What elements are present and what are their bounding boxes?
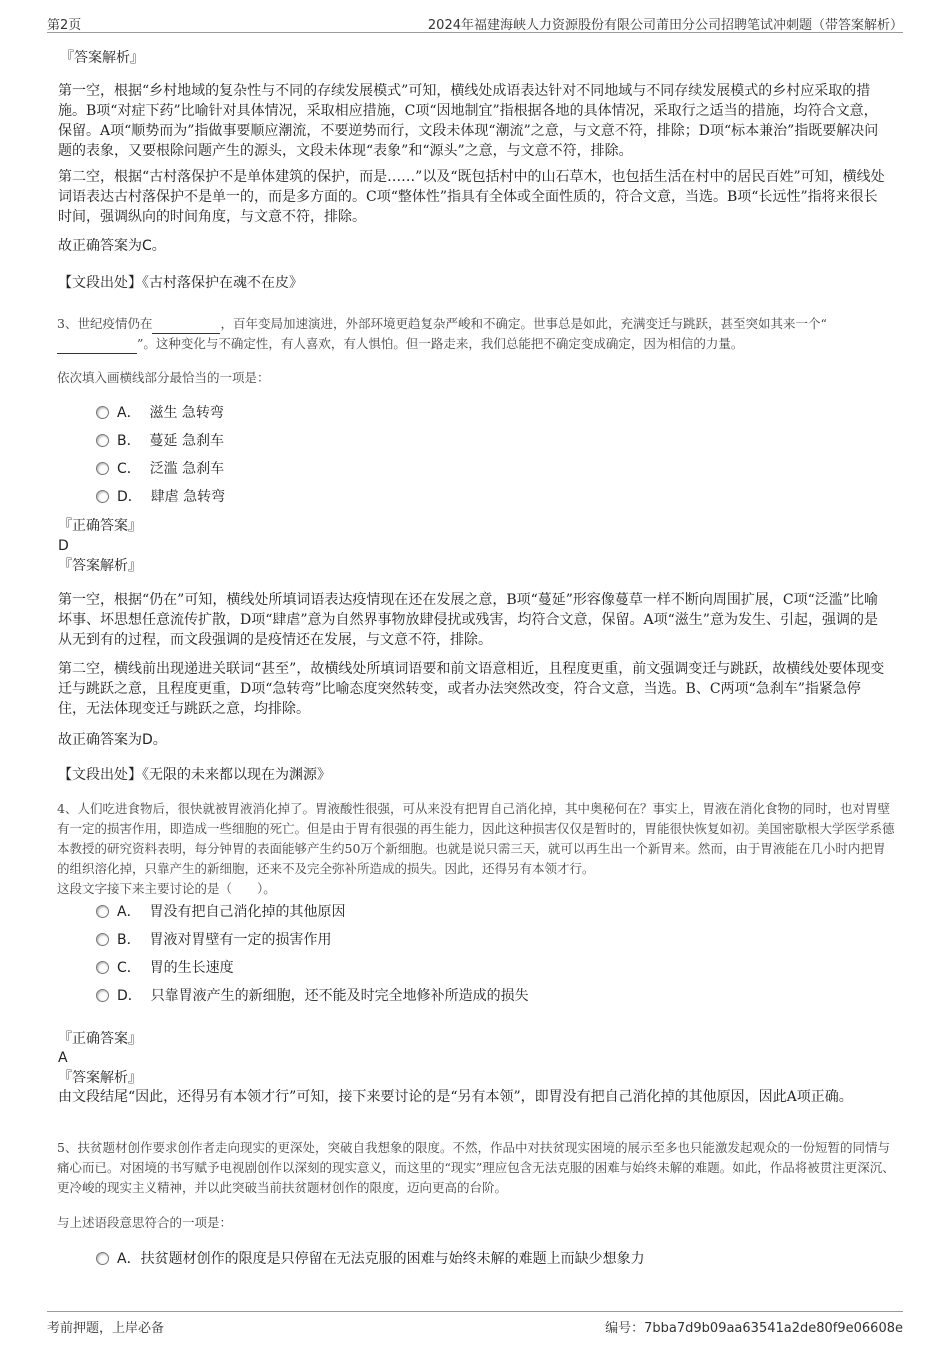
question-stem: 4、人们吃进食物后，很快就被胃液消化掉了。胃液酸性很强，可从来没有把胃自己消化掉，其中奥秘何在？事实上，胃液在消化食物的同时，也对胃壁有一定的损害作用，即造成一些细胞的死亡。但是由于胃有很强的再生能力，因此这种损害仅仅是暂时的，胃能很快恢复如初。美国密歇根大学医学系德本教授的研究资料表明，每分钟胃的表面能够产生约50万个新细胞。也就是说只需三天，就可以再生出一个新胃来。然而，由于胃液能在几小时内把胃的组织溶化掉，只靠产生的新细胞，还来不及完全弥补所造成的损失。因此，还得另有本领才行。 — [57, 801, 895, 876]
analysis-paragraph: 第一空，根据“仍在”可知，横线处所填词语表达疫情现在还在发展之意，B项“蔓延”形容像蔓草一样不断向周围扩展，C项“泛滥”比喻坏事、坏思想任意流传扩散，D项“肆虐”意为自然界事物放肆侵扰或残害，均符合文意，保留。A项“滋生”意为发生、引起，强调的是从无到有的过程，而文段强调的是疫情还在发展，与文意不符，排除。 — [58, 592, 878, 648]
option-a[interactable]: A． 胃没有把自己消化掉的其他原因 — [96, 902, 345, 922]
radio-icon[interactable] — [96, 933, 109, 946]
analysis-paragraph: 由文段结尾“因此，还得另有本领才行”可知，接下来要讨论的是“另有本领”，即胃没有把自己消化掉的其他原因，因此A项正确。 — [58, 1089, 853, 1105]
radio-icon[interactable] — [96, 905, 109, 918]
radio-icon[interactable] — [96, 434, 109, 447]
document-id: 编号：7bba7d9b09aa63541a2de80f9e06608e — [605, 1321, 903, 1336]
analysis-paragraph: 第二空，横线前出现递进关联词“甚至”，故横线处所填词语要和前文语意相近，且程度更重，前文强调变迁与跳跃，故横线处要体现变迁与跳跃之意，且程度更重，D项“急转弯”比喻态度突然转变，或者办法突然改变，符合文意，当选。B、C两项“急刹车”指紧急停住，无法体现变迁与跳跃之意，均排除。 — [58, 661, 885, 717]
answer-value: A — [58, 1050, 68, 1066]
radio-icon[interactable] — [96, 490, 109, 503]
radio-icon[interactable] — [96, 961, 109, 974]
conclusion: 故正确答案为C。 — [58, 238, 166, 254]
radio-icon[interactable] — [96, 989, 109, 1002]
page-number: 第2页 — [47, 18, 82, 33]
option-d[interactable]: D． 肆虐 急转弯 — [96, 487, 225, 507]
answer-label: 『正确答案』 — [58, 518, 142, 534]
analysis-label: 『答案解析』 — [58, 558, 142, 574]
analysis-label: 『答案解析』 — [60, 50, 144, 66]
question-prompt: 这段文字接下来主要讨论的是（ ）。 — [57, 881, 276, 896]
radio-icon[interactable] — [96, 462, 109, 475]
option-a[interactable]: A． 滋生 急转弯 — [96, 403, 224, 423]
stem-part: ，百年变局加速演进，外部环境更趋复杂严峻和不确定。世事总是如此，充满变迁与跳跃，甚至突如其来一个“ — [220, 316, 827, 331]
blank-1 — [152, 319, 220, 334]
question-stem — [57, 314, 892, 354]
stem-part: ”。这种变化与不确定性，有人喜欢，有人惧怕。但一路走来，我们总能把不确定变成确定，因为相信的力量。 — [137, 336, 744, 351]
question-prompt: 依次填入画横线部分最恰当的一项是： — [57, 370, 270, 385]
analysis-paragraph: 第一空，根据“乡村地域的复杂性与不同的存续发展模式”可知，横线处成语表达针对不同地域与不同存续发展模式的乡村应采取的措施。B项“对症下药”比喻针对具体情况，采取相应措施，C项“因地制宜”指根据各地的具体情况，采取行之适当的措施，均符合文意，保留。A项“顺势而为”指做事要顺应潮流，不要逆势而行，文段未体现“潮流”之意，与文意不符，排除；D项“标本兼治”指既要解决问题的表象，又要根除问题产生的源头，文段未体现“表象”和“源头”之意，与文意不符，排除。 — [58, 83, 879, 159]
document-title: 2024年福建海峡人力资源股份有限公司莆田分公司招聘笔试冲刺题（带答案解析） — [427, 18, 903, 33]
option-c[interactable]: C． 胃的生长速度 — [96, 958, 234, 978]
question-stem: 5、扶贫题材创作要求创作者走向现实的更深处，突破自我想象的限度。不然，作品中对扶贫现实困境的展示至多也只能激发起观众的一份短暂的同情与痛心而已。对困境的书写赋予电视剧创作以深刻的现实意义，而这里的“现实”理应包含无法克服的困难与始终未解的难题。如此，作品将被贯注更深沉、更冷峻的现实主义精神，并以此突破当前扶贫题材创作的限度，迈向更高的台阶。 — [57, 1140, 895, 1195]
option-d[interactable]: D． 只靠胃液产生的新细胞，还不能及时完全地修补所造成的损失 — [96, 986, 529, 1006]
page-footer — [47, 1311, 903, 1336]
answer-value: D — [58, 538, 69, 554]
source: 【文段出处】《古村落保护在魂不在皮》 — [58, 275, 303, 291]
blank-2 — [57, 339, 137, 354]
page-header — [47, 12, 903, 33]
radio-icon[interactable] — [96, 406, 109, 419]
option-b[interactable]: B． 蔓延 急刹车 — [96, 431, 224, 451]
option-c[interactable]: C． 泛滥 急刹车 — [96, 459, 224, 479]
analysis-paragraph: 第二空，根据“古村落保护不是单体建筑的保护，而是……”以及“既包括村中的山石草木，也包括生活在村中的居民百姓”可知，横线处词语表达古村落保护不是单一的，而是多方面的。C项“整体性”指具有全体或全面性质的，符合文意，当选。B项“长远性”指将来很长时间，强调纵向的时间角度，与文意不符，排除。 — [58, 169, 885, 225]
answer-label: 『正确答案』 — [58, 1031, 142, 1047]
source: 【文段出处】《无限的未来都以现在为渊源》 — [58, 767, 331, 783]
conclusion: 故正确答案为D。 — [58, 732, 167, 748]
question-prompt: 与上述语段意思符合的一项是： — [57, 1215, 233, 1230]
footer-slogan: 考前押题，上岸必备 — [47, 1321, 165, 1336]
option-b[interactable]: B． 胃液对胃壁有一定的损害作用 — [96, 930, 332, 950]
analysis-label: 『答案解析』 — [58, 1070, 142, 1086]
stem-part: 3、世纪疫情仍在 — [57, 316, 153, 331]
radio-icon[interactable] — [96, 1252, 109, 1265]
option-a[interactable]: A．扶贫题材创作的限度是只停留在无法克服的困难与始终未解的难题上而缺少想象力 — [96, 1249, 645, 1269]
